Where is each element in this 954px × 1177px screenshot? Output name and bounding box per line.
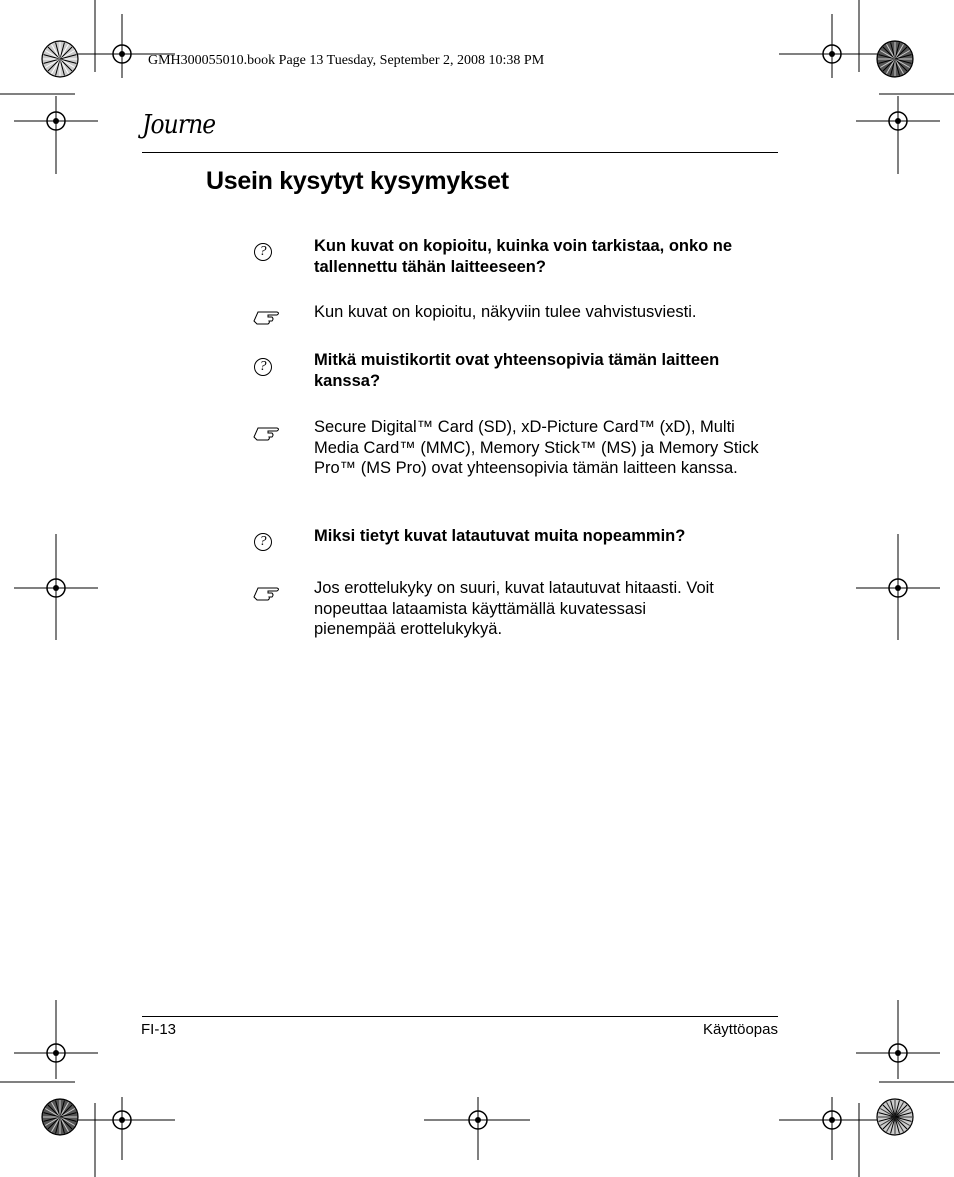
page-number: FI-13 [141, 1021, 177, 1038]
faq-question: Kun kuvat on kopioitu, kuinka voin tarkistaa, onko ne tallennettu tähän laitteeseen? [314, 237, 733, 276]
manual-name: Käyttöopas [702, 1021, 778, 1038]
faq-answer: Secure Digital™ Card (SD), xD-Picture Card™ (xD), Multi Media Card™ (MMC), Memory Stick™ (MS) ja Memory Stick Pro™ (MS Pro) ovat yhteensopivia tämän laitteen kanssa. [314, 418, 759, 477]
faq-question: Mitkä muistikortit ovat yhteensopivia tämän laitteen kanssa? [314, 351, 720, 390]
brand-logo: Journe [142, 110, 216, 140]
page-title: Usein kysytyt kysymykset [206, 167, 509, 195]
print-header: GMH300055010.book Page 13 Tuesday, September 2, 2008 10:38 PM [148, 53, 545, 68]
header-rule [142, 152, 778, 153]
faq-answer: Jos erottelukyky on suuri, kuvat latautuvat hitaasti. Voit nopeuttaa lataamista käyttämällä kuvatessasi pienempää erottelukykyä. [314, 579, 714, 638]
pointing-hand-icon [253, 306, 281, 326]
question-circle-icon: ? [254, 358, 272, 376]
footer-rule [142, 1016, 778, 1017]
faq-question: Miksi tietyt kuvat latautuvat muita nopeammin? [314, 527, 686, 545]
pointing-hand-icon [253, 422, 281, 442]
question-circle-icon: ? [254, 533, 272, 551]
pointing-hand-icon [253, 582, 281, 602]
faq-answer: Kun kuvat on kopioitu, näkyviin tulee vahvistusviesti. [314, 303, 697, 321]
question-circle-icon: ? [254, 243, 272, 261]
